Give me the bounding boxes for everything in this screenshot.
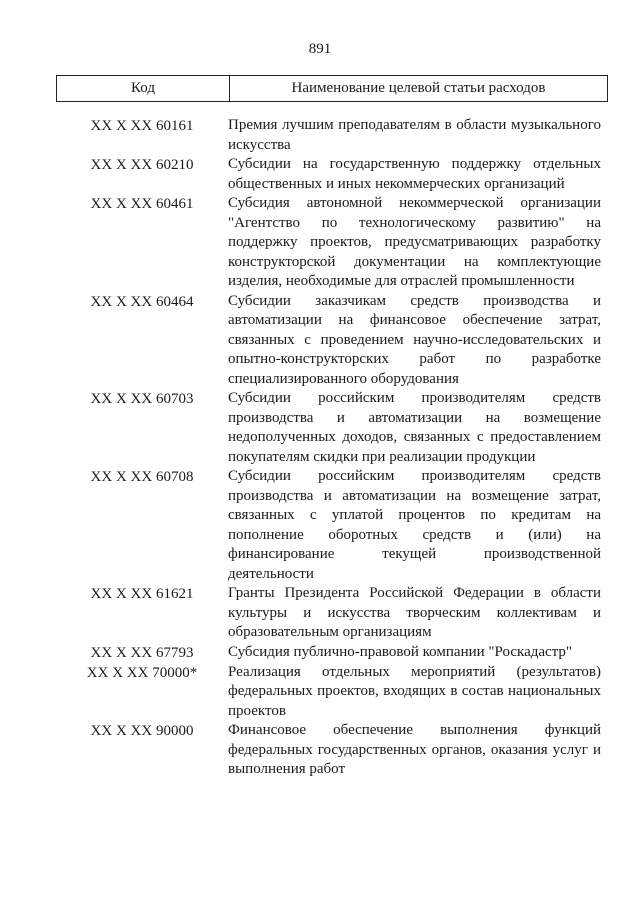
table-row <box>56 643 608 663</box>
row-name: Субсидия автономной некоммерческой организации "Агентство по технологическому развитию" на поддержку проектов, предусматривающих разработку конструкторской документации на комплектующие изделия, необходимые для отраслей промышленности <box>228 195 601 289</box>
table-row <box>56 584 608 643</box>
row-code: XX X XX 60210 <box>90 157 194 173</box>
table-row <box>56 194 608 292</box>
table-row <box>56 155 608 194</box>
row-code: XX X XX 70000* <box>86 664 198 681</box>
table-row <box>56 116 608 155</box>
row-name: Субсидии российским производителям средств производства и автоматизации на возмещение затрат, связанных с уплатой процентов по кредитам на пополнение оборотных средств и (или) на финансирование текущей производственной деятельности <box>228 468 601 582</box>
table-row <box>56 721 608 780</box>
header-name-column: Наименование целевой статьи расходов <box>291 80 546 96</box>
row-name: Финансовое обеспечение выполнения функций федеральных государственных органов, оказания услуг и выполнения работ <box>228 722 601 777</box>
table-row <box>56 663 608 722</box>
row-code: XX X XX 60703 <box>90 391 194 407</box>
row-name: Гранты Президента Российской Федерации в области культуры и искусства творческим коллективам и образовательным организациям <box>228 585 601 640</box>
table-row <box>56 292 608 390</box>
table-header <box>56 75 608 102</box>
row-code: XX X XX 60461 <box>90 196 194 212</box>
table-row <box>56 467 608 584</box>
table-row <box>56 389 608 467</box>
row-name: Субсидия публично-правовой компании "Роскадастр" <box>228 643 573 660</box>
header-code-column: Код <box>57 76 230 101</box>
row-name: Субсидии заказчикам средств производства и автоматизации на финансовое обеспечение затрат, связанных с проведением научно-исследовательских и опытно-конструкторских работ по разработке специализированного оборудования <box>228 292 601 387</box>
row-code: XX X XX 60464 <box>90 293 194 310</box>
table-body <box>56 116 608 780</box>
row-name: Субсидии российским производителям средств производства и автоматизации на возмещение недополученных доходов, связанных с предоставлением покупателям скидки при реализации продукции <box>228 390 601 465</box>
row-code: XX X XX 60708 <box>90 469 194 485</box>
row-name: Субсидии на государственную поддержку отдельных общественных и иных некоммерческих организаций <box>228 156 601 192</box>
row-code: XX X XX 61621 <box>90 586 194 602</box>
row-name: Премия лучшим преподавателям в области музыкального искусства <box>228 117 601 153</box>
row-name: Реализация отдельных мероприятий (результатов) федеральных проектов, входящих в состав национальных проектов <box>228 663 601 719</box>
row-code: XX X XX 60161 <box>90 118 194 134</box>
page-number: 891 <box>308 41 332 57</box>
row-code: XX X XX 67793 <box>90 644 194 661</box>
row-code: XX X XX 90000 <box>90 723 194 739</box>
